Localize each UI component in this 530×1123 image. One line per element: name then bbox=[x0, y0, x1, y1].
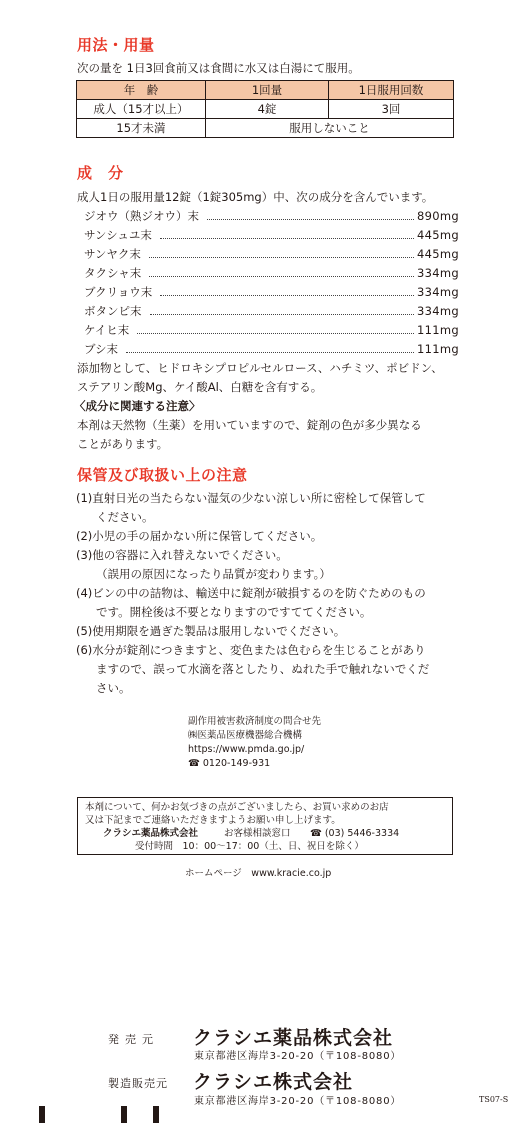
ingredient-row bbox=[84, 209, 459, 224]
registration-mark bbox=[121, 1106, 127, 1123]
relief-contact-url[interactable]: https://www.pmda.go.jp/ bbox=[188, 744, 305, 755]
cell-age-child: 15才未満 bbox=[77, 119, 206, 138]
ingredient-name: ブクリョウ末 bbox=[84, 285, 153, 299]
leader-dots bbox=[137, 323, 414, 334]
dosage-table bbox=[76, 80, 454, 138]
cell-dose-adult: 4錠 bbox=[206, 100, 329, 119]
ingredient-row bbox=[84, 228, 459, 243]
leader-dots bbox=[149, 247, 414, 258]
ingredient-name: タクシャ末 bbox=[84, 266, 142, 280]
leader-dots bbox=[207, 209, 414, 220]
storage-notice: ますので、誤って水滴を落としたり、ぬれた手で触れないでくだ bbox=[96, 662, 430, 676]
storage-notice: ください。 bbox=[96, 510, 154, 524]
ingredient-amount: 334mg bbox=[417, 304, 459, 318]
inquiry-text: 本剤について、何かお気づきの点がございましたら、お買い求めのお店 bbox=[85, 802, 389, 813]
storage-notice: (6)水分が錠剤につきますと、変色または色むらを生じることがあり bbox=[76, 643, 426, 657]
ingredient-amount: 445mg bbox=[417, 228, 459, 242]
ingredient-row bbox=[84, 304, 459, 319]
inquiry-hours: 受付時間 10：00～17：00（土、日、祝日を除く） bbox=[135, 841, 364, 852]
cell-child-note: 服用しないこと bbox=[206, 119, 454, 138]
dosage-table-row bbox=[77, 119, 454, 138]
header-single-dose: 1回量 bbox=[206, 81, 329, 100]
leader-dots bbox=[150, 304, 415, 315]
relief-contact-title: 副作用被害救済制度の問合せ先 bbox=[188, 716, 322, 727]
inquiry-text: 又は下記までご連絡いただきますようお願い申し上げます。 bbox=[85, 815, 341, 826]
registration-mark bbox=[39, 1106, 45, 1123]
homepage-url[interactable]: ホームページ www.kracie.co.jp bbox=[185, 868, 332, 879]
ingredient-row bbox=[84, 247, 459, 262]
storage-notice: (4)ビンの中の詰物は、輸送中に錠剤が破損するのを防ぐためのもの bbox=[76, 586, 426, 600]
relief-contact-phone: ☎ 0120-149-931 bbox=[188, 758, 271, 769]
ingredient-amount: 111mg bbox=[417, 342, 459, 356]
ingredient-name: ボタンピ末 bbox=[84, 304, 142, 318]
cell-age-adult: 成人（15才以上） bbox=[77, 100, 206, 119]
manufacturer-address: 東京都港区海岸3-20-20（〒108-8080） bbox=[194, 1096, 402, 1107]
related-caution-text: ことがあります。 bbox=[77, 437, 169, 451]
related-caution-title: 〈成分に関連する注意〉 bbox=[74, 399, 201, 413]
ingredient-amount: 334mg bbox=[417, 285, 459, 299]
ingredient-name: ブシ末 bbox=[84, 342, 119, 356]
relief-contact-org: ㈱医薬品医療機器総合機構 bbox=[188, 730, 303, 741]
ingredient-name: サンシュユ末 bbox=[84, 228, 152, 242]
ingredient-row bbox=[84, 342, 459, 357]
inquiry-window: お客様相談窓口 bbox=[224, 828, 291, 839]
leader-dots bbox=[126, 342, 414, 353]
dosage-intro: 次の量を 1日3回食前又は食間に水又は白湯にて服用。 bbox=[77, 61, 360, 75]
seller-name: クラシエ薬品株式会社 bbox=[193, 1027, 394, 1049]
leader-dots bbox=[160, 228, 414, 239]
ingredient-amount: 111mg bbox=[417, 323, 459, 337]
manufacturer-name: クラシエ株式会社 bbox=[193, 1071, 354, 1093]
ingredient-amount: 445mg bbox=[417, 247, 459, 261]
related-caution-text: 本剤は天然物（生薬）を用いていますので、錠剤の色が多少異なる bbox=[77, 418, 422, 432]
header-age: 年 齢 bbox=[77, 81, 206, 100]
storage-notice: (5)使用期限を過ぎた製品は服用しないでください。 bbox=[76, 624, 346, 638]
storage-notice: (2)小児の手の届かない所に保管してください。 bbox=[76, 529, 323, 543]
dosage-table-header-row bbox=[77, 81, 454, 100]
ingredients-intro: 成人1日の服用量12錠（1錠305mg）中、次の成分を含んでいます。 bbox=[77, 190, 434, 204]
inquiry-phone: ☎ (03) 5446-3334 bbox=[310, 828, 400, 839]
seller-address: 東京都港区海岸3-20-20（〒108-8080） bbox=[194, 1051, 402, 1062]
leader-dots bbox=[149, 266, 414, 277]
dosage-section-title: 用法・用量 bbox=[77, 36, 155, 54]
storage-notice: （誤用の原因になったり品質が変わります。） bbox=[96, 567, 331, 581]
storage-notice: (3)他の容器に入れ替えないでください。 bbox=[76, 548, 288, 562]
ingredient-row bbox=[84, 266, 459, 281]
cell-times-adult: 3回 bbox=[329, 100, 454, 119]
storage-notice: です。開栓後は不要となりますのですててください。 bbox=[96, 605, 372, 619]
additives-line: 添加物として、ヒドロキシプロピルセルロース、ハチミツ、ポビドン、 bbox=[77, 361, 443, 375]
ingredients-section-title: 成 分 bbox=[77, 164, 124, 182]
leader-dots bbox=[160, 285, 414, 296]
storage-notice: さい。 bbox=[96, 681, 131, 695]
ingredient-amount: 890mg bbox=[417, 209, 459, 223]
storage-section-title: 保管及び取扱い上の注意 bbox=[77, 466, 248, 484]
ingredient-name: ケイヒ末 bbox=[84, 323, 130, 337]
ingredient-amount: 334mg bbox=[417, 266, 459, 280]
ingredient-name: サンヤク末 bbox=[84, 247, 141, 261]
seller-label: 発売元 bbox=[108, 1033, 159, 1046]
header-daily-times: 1日服用回数 bbox=[329, 81, 454, 100]
ingredient-row bbox=[84, 323, 459, 338]
ingredient-name: ジオウ（熟ジオウ）末 bbox=[84, 209, 199, 223]
print-code: TS07-S bbox=[479, 1095, 509, 1104]
inquiry-company: クラシエ薬品株式会社 bbox=[103, 828, 199, 839]
ingredient-row bbox=[84, 285, 459, 300]
storage-notice: (1)直射日光の当たらない湿気の少ない涼しい所に密栓して保管して bbox=[76, 491, 426, 505]
manufacturer-label: 製造販売元 bbox=[108, 1077, 168, 1090]
registration-mark bbox=[153, 1106, 159, 1123]
additives-line: ステアリン酸Mg、ケイ酸Al、白糖を含有する。 bbox=[77, 380, 323, 394]
dosage-table-row bbox=[77, 100, 454, 119]
